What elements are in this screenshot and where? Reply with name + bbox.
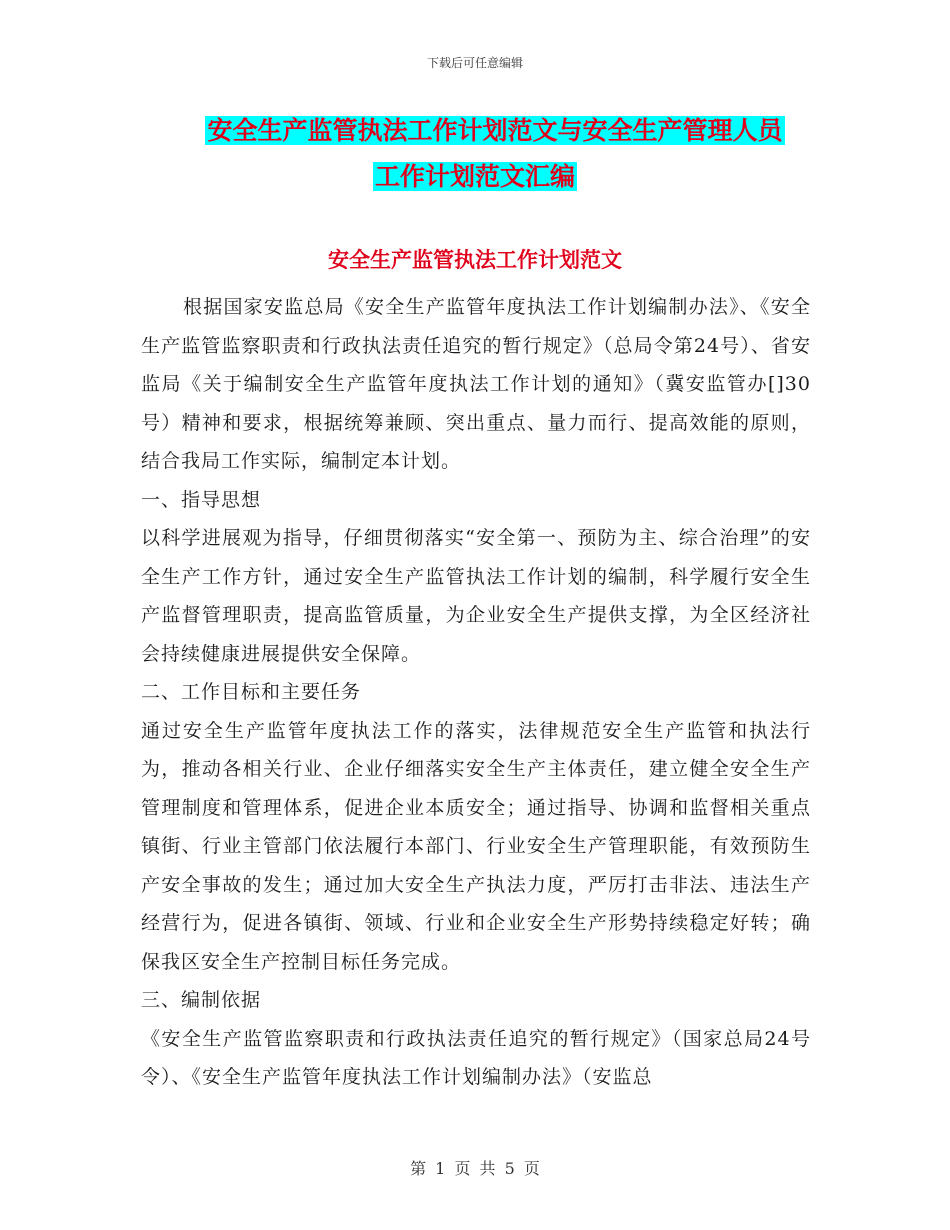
section-title: 安全生产监管执法工作计划范文	[328, 247, 622, 272]
page-number: 第 1 页 共 5 页	[410, 1159, 540, 1178]
heading-guiding-ideology: 一、指导思想	[141, 488, 262, 511]
document-body	[141, 288, 811, 1097]
heading-basis: 三、编制依据	[141, 989, 262, 1011]
heading-goals-tasks: 二、工作目标和主要任务	[141, 681, 362, 703]
paragraph-basis: 《安全生产监管监察职责和行政执法责任追究的暂行规定》（国家总局24号令）、《安全生产监管年度执法工作计划编制办法》（安监总	[141, 1027, 811, 1088]
paragraph-goals-tasks: 通过安全生产监管年度执法工作的落实，法律规范安全生产监管和执法行为，推动各相关行业、企业仔细落实安全生产主体责任，建立健全安全生产管理制度和管理体系，促进企业本质安全；通过指导、协调和监督相关重点镇街、行业主管部门依法履行本部门、行业安全生产管理职能，有效预防生产安全事故的发生；通过加大安全生产执法力度，严厉打击非法、违法生产经营行为，促进各镇街、领域、行业和企业安全生产形势持续稳定好转；确保我区安全生产控制目标任务完成。	[141, 719, 811, 973]
document-title	[0, 108, 950, 200]
document-title-line1: 安全生产监管执法工作计划范文与安全生产管理人员	[207, 116, 783, 145]
intro-paragraph: 根据国家安监总局《安全生产监管年度执法工作计划编制办法》、《安全生产监管监察职责和行政执法责任追究的暂行规定》（总局令第24号）、省安监局《关于编制安全生产监管年度执法工作计划的通知》（冀安监管办[]30号）精神和要求，根据统筹兼顾、突出重点、量力而行、提高效能的原则，结合我局工作实际，编制定本计划。	[141, 296, 811, 472]
document-title-line2: 工作计划范文汇编	[374, 162, 575, 191]
page-header-note: 下载后可任意编辑	[426, 56, 523, 70]
paragraph-guiding-ideology: 以科学进展观为指导，仔细贯彻落实“安全第一、预防为主、综合治理”的安全生产工作方针，通过安全生产监管执法工作计划的编制，科学履行安全生产监督管理职责，提高监管质量，为企业安全生产提供支撑，为全区经济社会持续健康进展提供安全保障。	[141, 527, 811, 665]
